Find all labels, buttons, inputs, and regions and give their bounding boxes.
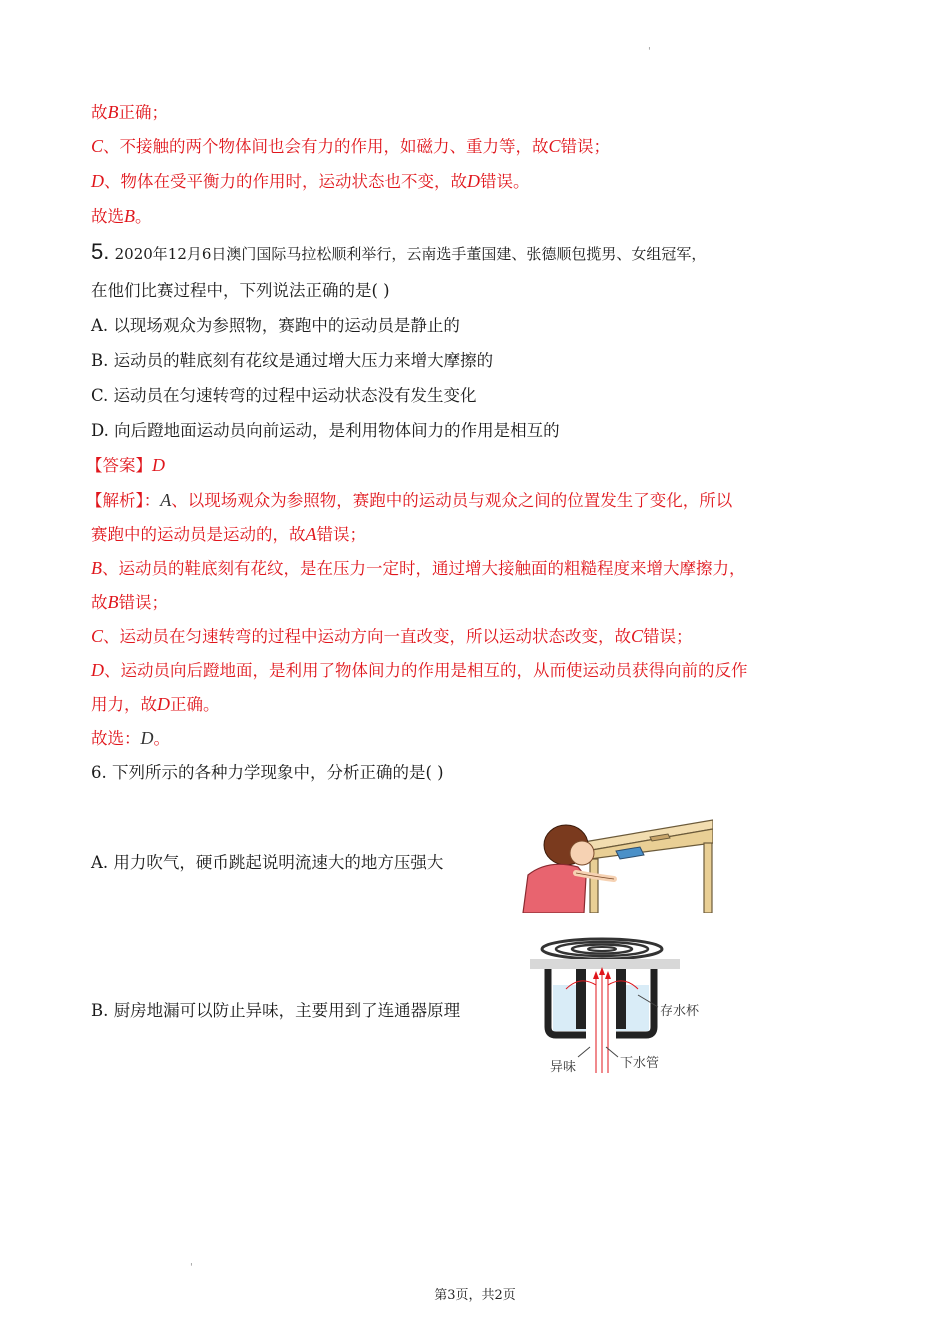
q5-analysis-a2: 赛跑中的运动员是运动的，故A错误； <box>91 524 366 544</box>
q5-stem-line2: 在他们比赛过程中，下列说法正确的是( ) <box>91 281 390 300</box>
header-mark: ' <box>648 46 651 57</box>
footer-mark: ' <box>190 1262 193 1273</box>
q5-number: 5. <box>91 239 110 264</box>
drain-label-smell: 异味 <box>550 1060 577 1075</box>
q6-option-b: B. 厨房地漏可以防止异味，主要用到了连通器原理 <box>91 1001 461 1020</box>
drain-label-cup: 存水杯 <box>660 1004 700 1019</box>
q5-option-d: D. 向后蹬地面运动员向前运动，是利用物体间力的作用是相互的 <box>91 421 560 440</box>
q5-option-b: B. 运动员的鞋底刻有花纹是通过增大压力来增大摩擦的 <box>91 351 494 370</box>
q5-choose: 故选：D。 <box>91 728 170 748</box>
page-footer: 第3页，共2页 <box>434 1288 516 1303</box>
q5-analysis-a1: 【解析】：A、以现场观众为参照物，赛跑中的运动员与观众之间的位置发生了变化，所以 <box>86 490 733 510</box>
q5-analysis-d1: D、运动员向后蹬地面，是利用了物体间力的作用是相互的，从而使运动员获得向前的反作 <box>91 660 748 680</box>
q6-stem: 6. 下列所示的各种力学现象中，分析正确的是( ) <box>91 763 444 782</box>
q6-bracket: ( ) <box>425 763 444 782</box>
drain-label-pipe: 下水管 <box>620 1056 660 1071</box>
q5-bracket: ( ) <box>371 281 390 300</box>
q5-stem-line1: 5. 2020年12月6日澳门国际马拉松顺利举行，云南选手董国建、张德顺包揽男、女组冠军， <box>91 239 707 264</box>
floor-drain-figure <box>520 935 715 1075</box>
q6-option-a: A. 用力吹气，硬币跳起说明流速大的地方压强大 <box>91 853 444 872</box>
q5-analysis-b1: B、运动员的鞋底刻有花纹，是在压力一定时，通过增大接触面的粗糙程度来增大摩擦力， <box>91 558 746 578</box>
girl-blowing-coin-figure <box>518 815 713 913</box>
prev-choose: 故选B。 <box>91 206 152 226</box>
prev-explanation-c: C、不接触的两个物体间也会有力的作用，如磁力、重力等，故C错误； <box>91 136 611 156</box>
q5-option-c: C. 运动员在匀速转弯的过程中运动状态没有发生变化 <box>91 386 477 405</box>
q5-analysis-c: C、运动员在匀速转弯的过程中运动方向一直改变，所以运动状态改变，故C错误； <box>91 626 693 646</box>
q5-analysis-b2: 故B错误； <box>91 592 168 612</box>
q5-analysis-d2: 用力，故D正确。 <box>91 694 220 714</box>
q5-answer: 【答案】D <box>86 455 165 475</box>
prev-explanation-d: D、物体在受平衡力的作用时，运动状态也不变，故D错误。 <box>91 171 530 191</box>
q5-option-a: A. 以现场观众为参照物，赛跑中的运动员是静止的 <box>91 316 460 335</box>
prev-explanation-b: 故B正确； <box>91 102 168 122</box>
